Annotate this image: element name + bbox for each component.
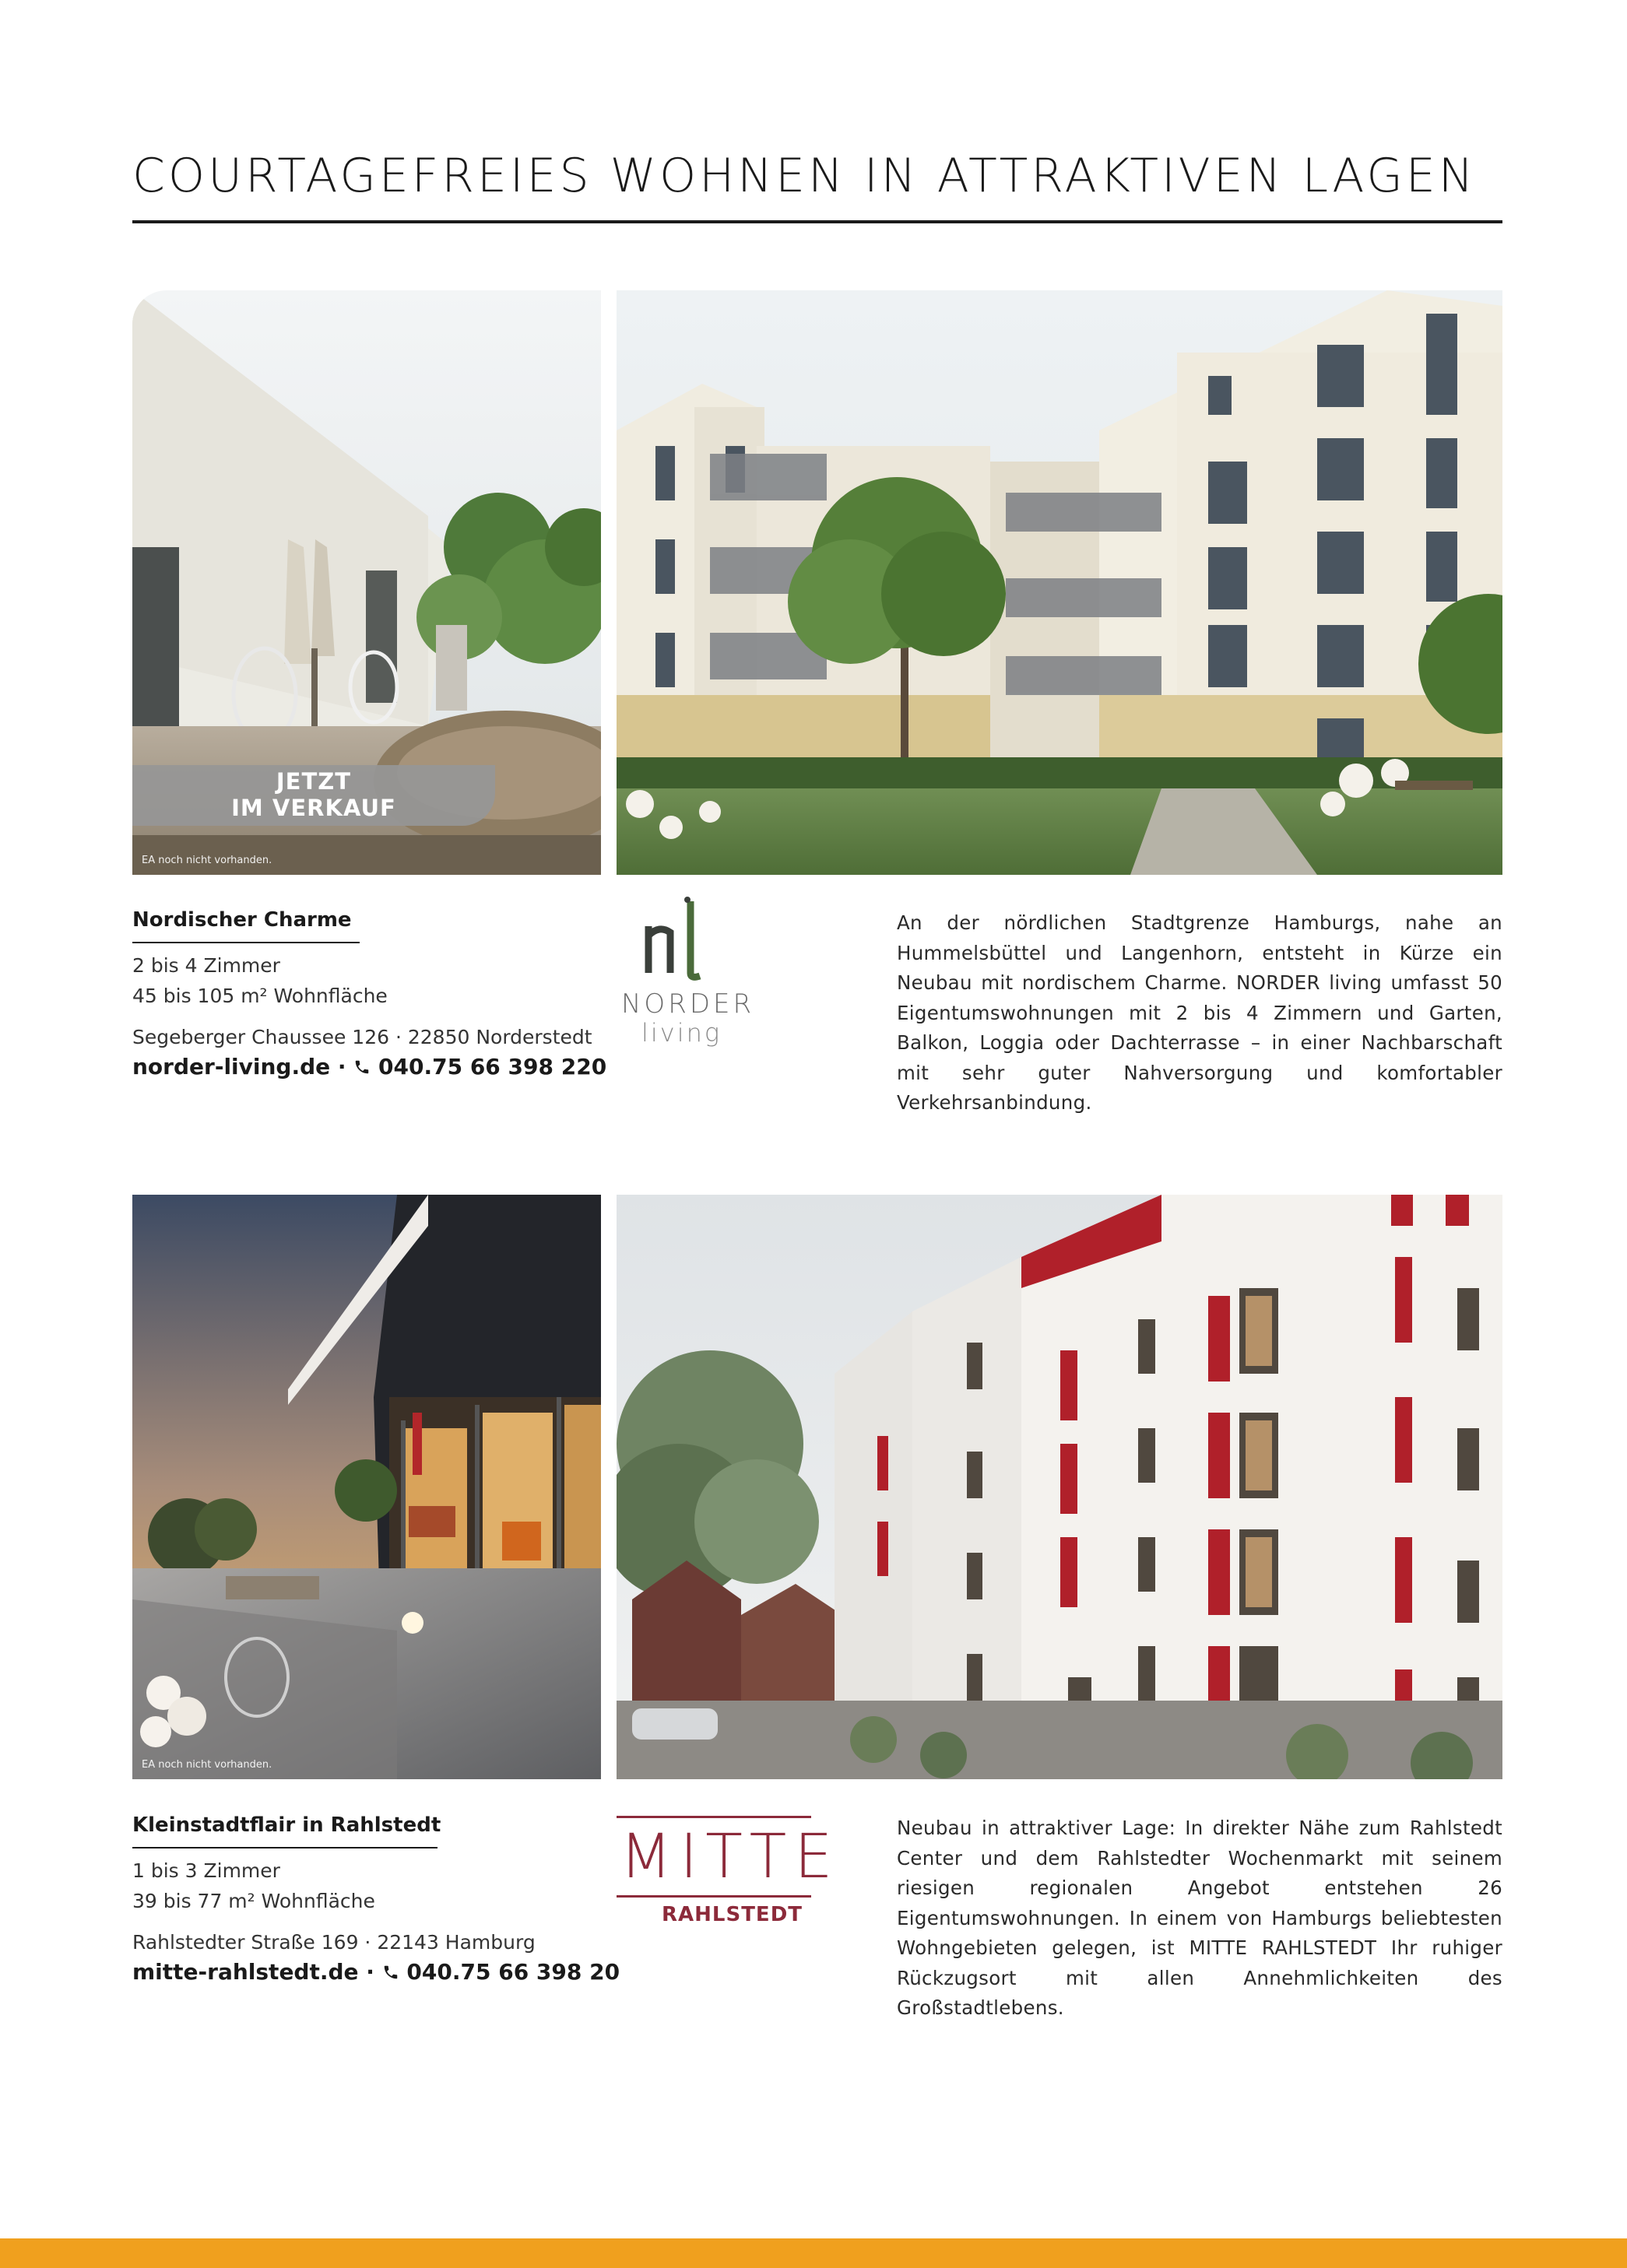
phone-icon — [382, 1964, 399, 1981]
listing2-area: 39 bis 77 m² Wohnfläche — [132, 1890, 375, 1912]
listing1-rooms: 2 bis 4 Zimmer — [132, 954, 280, 977]
listing1-phone-link[interactable]: 040.75 66 398 220 — [378, 1054, 607, 1080]
mitte-logo-bottom-rule — [617, 1895, 811, 1898]
listing2-rooms: 1 bis 3 Zimmer — [132, 1859, 280, 1882]
mitte-logo-name: MITTE — [620, 1822, 841, 1892]
headline-rule — [132, 220, 1502, 223]
listing1-area: 45 bis 105 m² Wohnfläche — [132, 985, 388, 1007]
listing1-address: Segeberger Chaussee 126 · 22850 Norderstedt — [132, 1026, 592, 1048]
page-headline: COURTAGEFREIES WOHNEN IN ATTRAKTIVEN LAGEN — [132, 149, 1477, 203]
listing2-title-rule — [132, 1847, 437, 1848]
listing2-phone-link[interactable]: 040.75 66 398 20 — [406, 1959, 620, 1985]
footer-accent-bar — [0, 2238, 1627, 2268]
norder-logo-sub: living — [641, 1018, 722, 1048]
building-photo-mitte — [617, 1195, 1502, 1779]
norder-monogram-logo — [642, 895, 712, 981]
sale-badge — [132, 765, 495, 826]
listing2-contact — [132, 1959, 620, 1985]
listing1-description: An der nördlichen Stadtgrenze Hamburgs, nahe an Hummelsbüttel und Langenhorn, entsteht in Kürze ein Neubau mit nordischem Charme. NORDER living umfasst 50 Eigentumswohnungen mit 2 bis 4 Zimmern und Garten, Balkon, Loggia oder Dachterrasse – in einer Nachbarschaft mit sehr guter Nahversorgung und komfortabler Verkehrsanbindung. — [897, 911, 1502, 1114]
badge-line-2: IM VERKAUF — [231, 795, 396, 821]
mitte-logo-sub: RAHLSTEDT — [662, 1903, 803, 1926]
terrace-photo-mitte — [132, 1195, 601, 1779]
mitte-logo-top-rule — [617, 1816, 811, 1818]
listing1-website-link[interactable]: norder-living.de — [132, 1054, 331, 1080]
badge-line-1: JETZT — [276, 768, 352, 795]
separator-dot: · — [366, 1959, 374, 1985]
listing1-title-rule — [132, 942, 360, 943]
listing1-title: Nordischer Charme — [132, 908, 352, 932]
mitte-rahlstedt-logo — [617, 1816, 841, 1933]
norder-logo-name: NORDER — [621, 988, 755, 1020]
phone-icon — [353, 1059, 371, 1076]
separator-dot: · — [337, 1054, 346, 1080]
listing2-title: Kleinstadtflair in Rahlstedt — [132, 1813, 441, 1837]
terrace-photo-norder — [132, 290, 601, 875]
listing2-address: Rahlstedter Straße 169 · 22143 Hamburg — [132, 1931, 536, 1954]
listing2-description: Neubau in attraktiver Lage: In direkter Nähe zum Rahlstedt Center und dem Rahlstedter Wochenmarkt mit seinem riesigen regionalen Angebot entstehen 26 Eigentumswohnungen. In einem von Hamburgs beliebtesten Wohngebieten gelegen, ist MITTE RAHLSTEDT Ihr ruhiger Rückzugsort mit allen Annehmlichkeiten des Großstadtlebens. — [897, 1817, 1502, 2019]
listing1-contact — [132, 1054, 606, 1080]
listing2-website-link[interactable]: mitte-rahlstedt.de — [132, 1959, 359, 1985]
image-footnote: EA noch nicht vorhanden. — [142, 855, 272, 866]
norder-living-logo — [615, 895, 755, 1059]
building-photo-norder — [617, 290, 1502, 875]
image-footnote: EA noch nicht vorhanden. — [142, 1759, 272, 1771]
